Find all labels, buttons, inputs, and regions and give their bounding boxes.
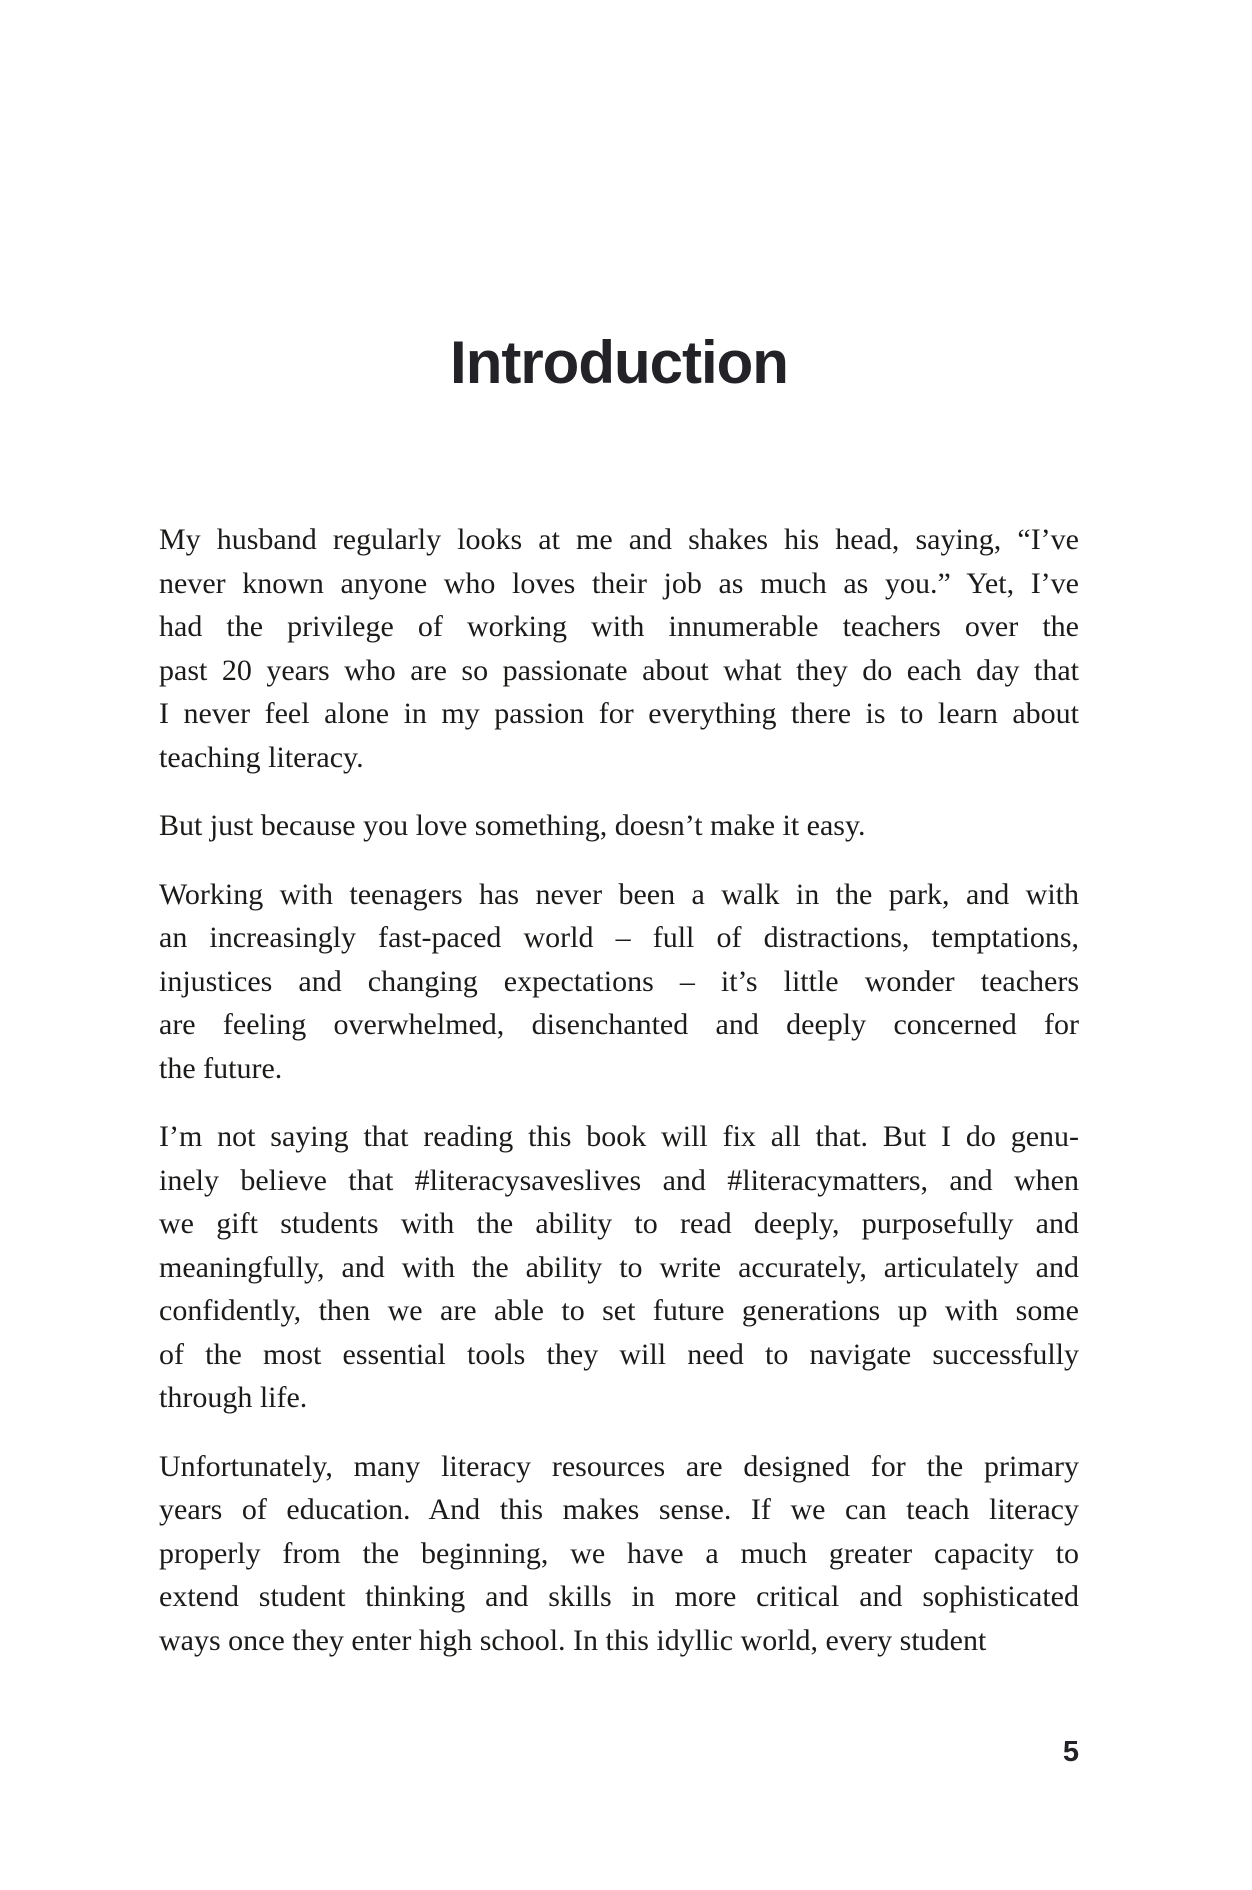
text-line: we gift students with the ability to read deeply, purposefully and xyxy=(159,1207,1079,1240)
text-line: through life. xyxy=(159,1381,308,1414)
text-line: injustices and changing expectations – it’s little wonder teachers xyxy=(159,964,1079,998)
text-line: Working with teenagers has never been a walk in the park, and with xyxy=(159,877,1079,911)
text-line: But just because you love something, doesn’t make it easy. xyxy=(159,809,866,842)
text-line: I’m not saying that reading this book will fix all that. But I do genu- xyxy=(159,1120,1079,1153)
paragraph xyxy=(159,1445,1079,1663)
text-line: I never feel alone in my passion for everything there is to learn about xyxy=(159,697,1079,730)
text-line: confidently, then we are able to set future generations up with some xyxy=(159,1294,1079,1327)
text-line: are feeling overwhelmed, disenchanted and deeply concerned for xyxy=(159,1008,1079,1041)
text-line: Unfortunately, many literacy resources are designed for the primary xyxy=(159,1449,1079,1483)
page-number: 5 xyxy=(1062,1736,1079,1768)
text-line: years of education. And this makes sense. If we can teach literacy xyxy=(159,1493,1079,1526)
text-line: of the most essential tools they will need to navigate successfully xyxy=(159,1337,1079,1371)
text-line: past 20 years who are so passionate about what they do each day that xyxy=(159,653,1079,687)
text-line: teaching literacy. xyxy=(159,740,364,774)
text-line: extend student thinking and skills in more critical and sophisticated xyxy=(159,1580,1079,1613)
text-line: never known anyone who loves their job as much as you.” Yet, I’ve xyxy=(159,566,1079,600)
paragraph xyxy=(159,1115,1079,1420)
paragraph xyxy=(159,873,1079,1091)
text-line: ways once they enter high school. In this idyllic world, every student xyxy=(159,1623,987,1657)
text-line: an increasingly fast-paced world – full of distractions, temptations, xyxy=(159,921,1079,954)
text-line: the future. xyxy=(159,1051,283,1085)
paragraph xyxy=(159,518,1079,779)
paragraph xyxy=(159,804,1079,848)
chapter-title: Introduction xyxy=(450,329,788,396)
text-line: had the privilege of working with innumerable teachers over the xyxy=(159,610,1079,643)
text-line: properly from the beginning, we have a much greater capacity to xyxy=(159,1536,1079,1570)
text-line: My husband regularly looks at me and shakes his head, saying, “I’ve xyxy=(159,523,1079,556)
text-line: meaningfully, and with the ability to write accurately, articulately and xyxy=(159,1250,1079,1284)
body-text xyxy=(159,518,1079,1687)
text-line: inely believe that #literacysaveslives and #literacymatters, and when xyxy=(159,1163,1079,1197)
